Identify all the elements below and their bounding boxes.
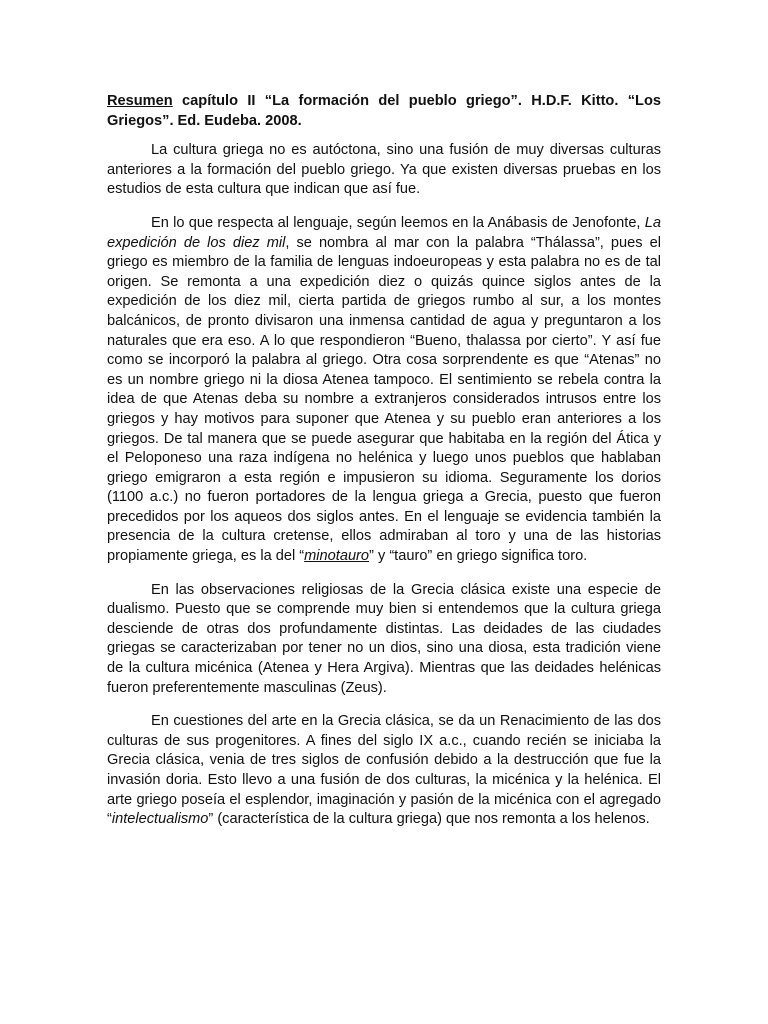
paragraph-2-part-c: ” y “tauro” en griego significa toro.: [369, 548, 588, 565]
intelectualismo-term: intelectualismo: [111, 811, 209, 828]
paragraph-3-text: En las observaciones religiosas de la Grecia clásica existe una especie de dualismo. Puesto que se comprende muy bien si entendemos que la cultura griega desciende de otras dos profundamente distintas. Las deidades de las ciudades griegas se caracterizaban por tener no un dios, sino una diosa, esta tradición viene de la cultura micénica (Atenea y Hera Argiva). Mientras que las deidades helénicas fueron preferentemente masculinas (Zeus).: [107, 581, 661, 696]
paragraph-4: [107, 712, 661, 830]
paragraph-2-part-a: En lo que respecta al lenguaje, según leemos en la Anábasis de Jenofonte,: [151, 214, 645, 231]
book-title-italic: La expedición de los diez mil: [107, 214, 661, 251]
minotauro-term: minotauro: [304, 548, 370, 565]
title-rest: capítulo II “La formación del pueblo griego”. H.D.F. Kitto. “Los Griegos”. Ed. Eudeba. 2008.: [107, 93, 661, 129]
paragraph-4-part-b: ” (característica de la cultura griega) que nos remonta a los helenos.: [208, 811, 650, 828]
paragraph-1: [107, 141, 661, 200]
paragraph-2-part-b: , se nombra al mar con la palabra “Thálassa”, pues el griego es miembro de la familia de lenguas indoeuropeas y esta palabra no es de tal origen. Se remonta a una expedición diez o quizás quince siglos antes de la expedición de los diez mil, cierta partida de griegos rumbo al sur, a los montes balcánicos, de pronto divisaron una inmensa cantidad de agua y preguntaron a los naturales que era eso. A lo que respondieron “Bueno, thalassa por cierto”. Y así fue como se incorporó la palabra al griego. Otra cosa sorprendente es que “Atenas” no es un nombre griego ni la diosa Atenea tampoco. El sentimiento se rebela contra la idea de que Atenas deba su nombre a extranjeros considerados intrusos entre los griegos y hay motivos para suponer que Atenea y su pueblo eran anteriores a los griegos. De tal manera que se puede asegurar que habitaba en la región del Ática y el Peloponeso una raza indígena no helénica y luego unos pueblos que hablaban griego emigraron a esta región e impusieron su idioma. Seguramente los dorios (1100 a.c.) no fueron portadores de la lengua griega a Grecia, puesto que fueron precedidos por los aqueos dos siglos antes. En el lenguaje se evidencia también la presencia de la cultura cretense, ellos admiraban al toro y una de las historias propiamente griega, es la del “: [107, 234, 661, 565]
paragraph-2: [107, 214, 661, 567]
paragraph-3: [107, 581, 661, 699]
title-lead-word: Resumen: [107, 93, 173, 109]
paragraph-4-part-a: En cuestiones del arte en la Grecia clásica, se da un Renacimiento de las dos culturas de sus progenitores. A fines del siglo IX a.c., cuando recién se iniciaba la Grecia clásica, venia de tres siglos de confusión debido a la destrucción que fue la invasión doria. Esto llevo a una fusión de dos culturas, la micénica y la helénica. El arte griego poseía el esplendor, imaginación y pasión de la micénica con el agregado “: [107, 713, 661, 828]
document-title: [107, 92, 661, 131]
paragraph-1-text: La cultura griega no es autóctona, sino una fusión de muy diversas culturas anteriores a la formación del pueblo griego. Ya que existen diversas pruebas en los estudios de esta cultura que indican que así fue.: [107, 142, 661, 198]
document-page: [107, 92, 661, 844]
